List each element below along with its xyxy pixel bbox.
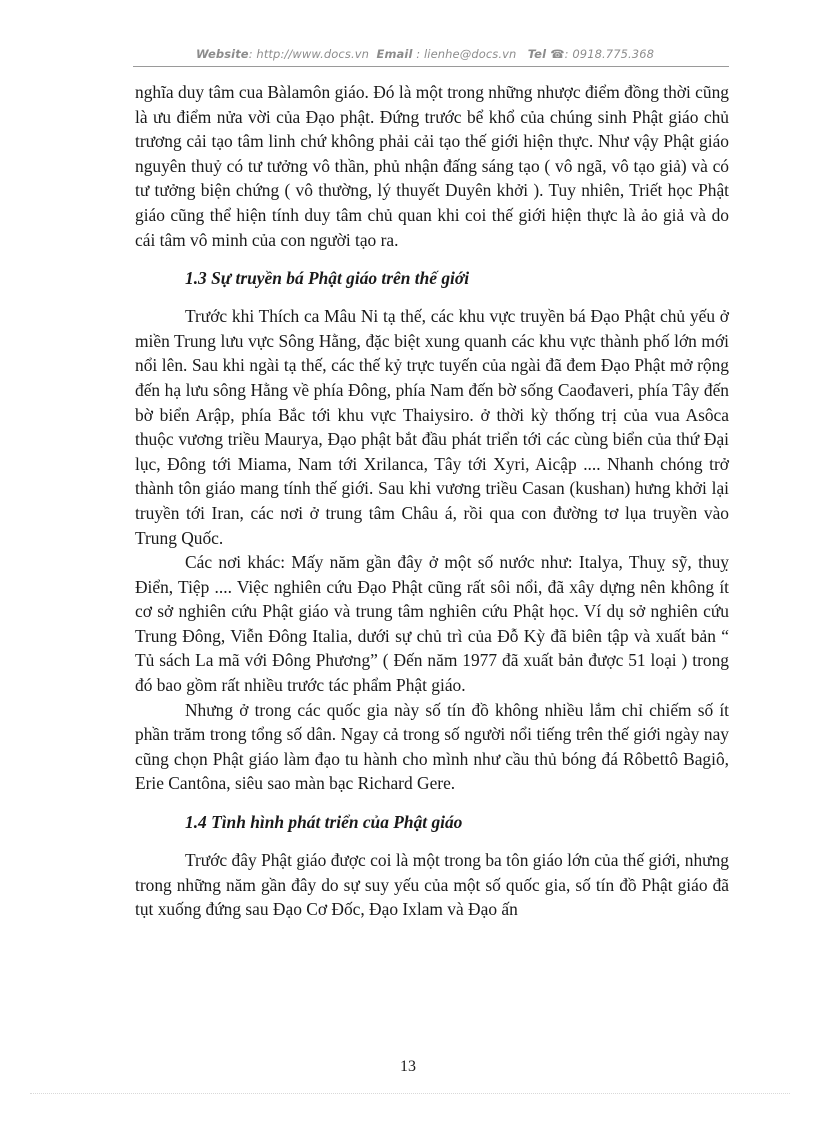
paragraph-2: Trước khi Thích ca Mâu Ni tạ thế, các khu vực truyền bá Đạo Phật chủ yếu ở miền Trung lưu vực Sông Hằng, đặc biệt xung quanh các khu vực thành phố lớn mới nổi lên. Sau khi ngài tạ thế, các thế kỷ trực tuyến của ngài đã đem Đạo Phật mở rộng đến hạ lưu sông Hằng về phía Đông, phía Nam đến bờ sống Caođaveri, phía Tây đến bờ biển Arập, phía Bắc tới khu vực Thaiysiro. ở thời kỳ thống trị của vua Asôca thuộc vương triều Maurya, Đạo phật bắt đầu phát triển tới các cùng biển của thứ Đại lục, Đông tới Miama, Nam tới Xrilanca, Tây tới Xyri, Aicập .... Nhanh chóng trở thành tôn giáo mang tính thế giới. Sau khi vương triều Casan (kushan) hưng khởi lại truyền tới Iran, các nơi ở trung tâm Châu á, rồi qua con đường tơ lụa truyền vào Trung Quốc. <box>135 306 729 548</box>
page-number: 13 <box>400 1058 416 1075</box>
body-text <box>135 80 729 922</box>
footer-divider <box>30 1093 790 1094</box>
header-divider <box>133 66 729 67</box>
paragraph-4: Nhưng ở trong các quốc gia này số tín đồ không nhiều lắm chỉ chiếm số ít phần trăm trong tổng số dân. Ngay cả trong số người nổi tiếng trên thế giới ngày nay cũng chọn Phật giáo làm đạo tu hành cho mình như cầu thủ bóng đá Rôbettô Bagiô, Erie Cantôna, siêu sao màn bạc Richard Gere. <box>135 699 729 794</box>
section-heading-1-3: 1.3 Sự truyền bá Phật giáo trên thế giới <box>185 268 470 289</box>
page-header <box>120 47 730 61</box>
paragraph-3: Các nơi khác: Mấy năm gần đây ở một số nước như: Italya, Thuỵ sỹ, thuỵ Điển, Tiệp .... Việc nghiên cứu Đạo Phật cũng rất sôi nổi, đã xây dựng nên không ít cơ sở nghiên cứu Phật giáo và trung tâm nghiên cứu Phật học. Ví dụ sở nghiên cứu Trung Đông, Viễn Đông Italia, dưới sự chủ trì của Đỗ Kỳ đã biên tập và xuất bản “ Tủ sách La mã với Đông Phương” ( Đến năm 1977 đã xuất bản được 51 loại ) trong đó bao gồm rất nhiều trước tác phẩm Phật giáo. <box>135 552 729 696</box>
email-link[interactable]: : lienhe@docs.vn <box>416 47 517 61</box>
website-label: Website <box>195 47 249 61</box>
section-heading-1-4: 1.4 Tình hình phát triển của Phật giáo <box>185 812 463 833</box>
phone-label: Tel ☎ <box>527 47 565 61</box>
paragraph-5: Trước đây Phật giáo được coi là một trong ba tôn giáo lớn của thế giới, nhưng trong những năm gần đây do sự suy yếu của một số quốc gia, số tín đồ Phật giáo đã tụt xuống đứng sau Đạo Cơ Đốc, Đạo Ixlam và Đạo ấn <box>135 850 729 920</box>
phone-value: : 0918.775.368 <box>564 47 655 61</box>
website-link[interactable]: : http://www.docs.vn <box>248 47 369 61</box>
paragraph-1: nghĩa duy tâm cua Bàlamôn giáo. Đó là một trong những nhược điểm đồng thời cũng là ưu điểm nửa vời của Đạo phật. Đứng trước bể khổ của chúng sinh Phật giáo chủ trương cải tạo tâm linh chứ không phải cải tạo thế giới hiện thực. Như vậy Phật giáo nguyên thuỷ có tư tưởng vô thần, phủ nhận đấng sáng tạo ( vô ngã, vô tạo giả) và có tư tưởng biện chứng ( vô thường, lý thuyết Duyên khởi ). Tuy nhiên, Triết học Phật giáo cũng thể hiện tính duy tâm chủ quan khi coi thế giới hiện thực là ảo giả và do cái tâm vô minh của con người tạo ra. <box>135 82 729 250</box>
email-label: Email <box>376 47 413 61</box>
